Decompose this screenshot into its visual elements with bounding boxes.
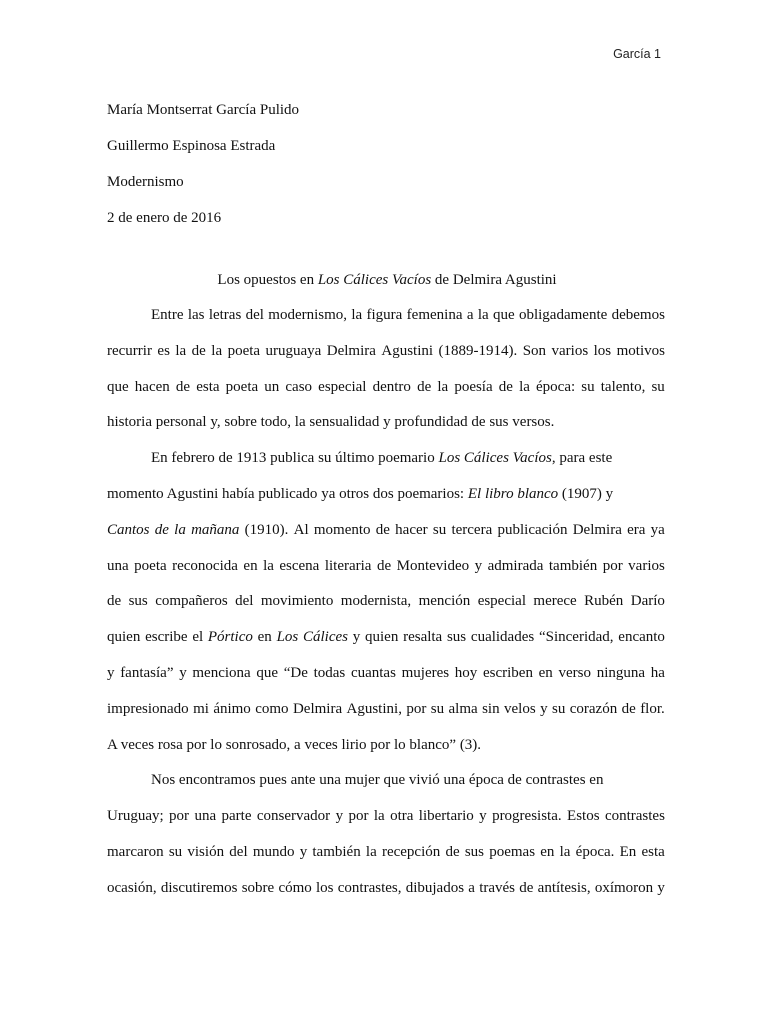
body-word: cuantas (350, 664, 396, 681)
body-word: del (235, 593, 254, 610)
body-word: de (471, 414, 486, 431)
body-word: la (174, 521, 186, 538)
body-word: en (243, 557, 258, 574)
body-word: época. (575, 843, 615, 860)
body-word: de (445, 843, 460, 860)
body-word: poesía (454, 378, 493, 395)
body-word: que (256, 664, 279, 681)
body-word: ánimo (213, 700, 251, 717)
body-word: de (375, 521, 390, 538)
body-word: contrastes, (337, 879, 402, 896)
body-word: varios (551, 342, 589, 359)
body-word: quien (107, 629, 141, 646)
body-word: la (294, 414, 306, 431)
body-line (107, 481, 665, 517)
body-word: y (479, 808, 487, 825)
body-word: otros (339, 485, 370, 502)
body-word: , (551, 450, 556, 467)
body-word: versos. (512, 414, 555, 431)
body-word: de (218, 450, 233, 467)
body-word: otra (390, 808, 414, 825)
body-word: alma (448, 700, 478, 717)
body-word: momento (107, 485, 164, 502)
body-word: de (519, 879, 534, 896)
body-word: su (581, 378, 595, 395)
body-line (107, 803, 665, 839)
body-word: “De (283, 664, 308, 681)
body-word: Cálices (463, 450, 509, 467)
body-word: de (507, 772, 522, 789)
body-word: de (621, 700, 636, 717)
body-word: caso (285, 378, 313, 395)
body-word: que (383, 772, 406, 789)
body-word: En (619, 843, 637, 860)
body-word: todas (313, 664, 346, 681)
body-word: a (468, 879, 475, 896)
body-word: ante (290, 772, 316, 789)
body-word: varios (628, 557, 665, 574)
body-line (107, 624, 665, 660)
body-word: flor. (640, 700, 665, 717)
body-word: libro (484, 485, 514, 502)
body-word: la (175, 342, 187, 359)
body-word: escribe (145, 629, 188, 646)
body-word: especial (318, 378, 367, 395)
body-word: una (107, 557, 129, 574)
body-word: Estos (567, 808, 600, 825)
body-word: oxímoron (594, 879, 654, 896)
body-word: una (194, 808, 217, 825)
body-line (107, 839, 665, 875)
body-word: de (417, 378, 432, 395)
body-word: es (157, 342, 170, 359)
body-word: sus (446, 629, 467, 646)
body-word: “Sinceridad, (538, 629, 614, 646)
body-word: sin (482, 700, 500, 717)
body-word: sus (464, 843, 485, 860)
body-word: ha (650, 664, 665, 681)
body-word: merece (533, 593, 577, 610)
body-word: la (519, 378, 530, 395)
body-word: libertario (418, 808, 474, 825)
body-word: historia (107, 414, 152, 431)
body-word: un (264, 378, 280, 395)
body-word: sobre (224, 414, 257, 431)
body-word: velos (504, 700, 536, 717)
body-word: visión (187, 843, 225, 860)
body-word: la (437, 378, 449, 395)
body-word: y (299, 843, 308, 860)
body-word: menciona (192, 664, 251, 681)
body-word: de (107, 593, 122, 610)
body-word: resalta (403, 629, 443, 646)
body-word: ya (650, 521, 665, 538)
body-word: último (335, 450, 375, 467)
body-word: ya (321, 485, 336, 502)
body-word: Los (438, 450, 461, 467)
body-word: Montevideo (396, 557, 470, 574)
body-word: el (192, 629, 204, 646)
body-word: literaria (324, 557, 372, 574)
body-line (107, 660, 665, 696)
body-word: y (352, 629, 361, 646)
title-text-start: Los opuestos en (217, 272, 318, 288)
body-word: Rubén (584, 593, 624, 610)
body-word: en (540, 843, 555, 860)
body-word: Son (522, 342, 547, 359)
body-word: compañeros (155, 593, 228, 610)
body-word: poeta (225, 378, 259, 395)
body-word: reconocida (172, 557, 238, 574)
body-word: su (430, 700, 445, 717)
essay-title (107, 266, 667, 294)
course-name: Modernismo (107, 174, 184, 190)
body-word: y (335, 808, 344, 825)
body-word: febrero (171, 450, 215, 467)
body-word: para (559, 450, 586, 467)
body-word: verso (558, 664, 591, 681)
body-word: hoy (454, 664, 478, 681)
body-word: Entre (151, 307, 184, 323)
body-word: que (107, 378, 129, 395)
body-word: y (383, 414, 391, 431)
body-word: hacer (395, 521, 428, 538)
body-word: mundo (252, 843, 295, 860)
body-word: sobre (241, 879, 275, 896)
body-word: antítesis, (537, 879, 591, 896)
body-word: parte (221, 808, 252, 825)
body-line (107, 767, 665, 803)
body-word: admirada (487, 557, 544, 574)
body-word: obligadamente (518, 307, 608, 323)
body-word: progresista. (492, 808, 562, 825)
professor-name: Guillermo Espinosa Estrada (107, 138, 276, 154)
body-word: había (222, 485, 255, 502)
body-word: sus (489, 414, 509, 431)
body-word: por (406, 700, 427, 717)
body-word: de (376, 557, 392, 574)
body-word: escriben (482, 664, 533, 681)
body-word: Nos (151, 772, 176, 789)
body-word: también (548, 557, 598, 574)
body-word: poemarios: (397, 485, 465, 502)
body-line (107, 517, 665, 553)
body-word: de (154, 521, 169, 538)
body-word: blanco (517, 485, 559, 502)
body-word: Agustini (166, 485, 219, 502)
body-word: de (498, 378, 513, 395)
body-word: la (263, 557, 274, 574)
body-line (107, 553, 665, 589)
body-word: ninguna (596, 664, 646, 681)
title-text-italic: Los Cálices Vacíos (317, 272, 432, 288)
body-word: movimiento (260, 593, 334, 610)
body-word: por (602, 557, 623, 574)
body-word: fantasía” (120, 664, 174, 681)
body-word: su (432, 521, 447, 538)
body-word: dibujados (405, 879, 465, 896)
body-line (107, 302, 665, 338)
body-word: una (319, 772, 341, 789)
body-word: era (627, 521, 646, 538)
body-word: poeta (134, 557, 167, 574)
body-word: esta (641, 843, 665, 860)
body-word: y (540, 700, 548, 717)
body-word: recurrir (107, 342, 152, 359)
author-name: María Montserrat García Pulido (107, 102, 300, 118)
body-word: su (168, 843, 183, 860)
body-word: que (492, 307, 515, 323)
body-word: escena (279, 557, 320, 574)
essay-body (107, 302, 665, 911)
body-word: en (257, 629, 272, 646)
body-word: cómo (278, 879, 312, 896)
body-word: discutiremos (160, 879, 238, 896)
body-word: (1907) (561, 485, 602, 502)
body-word: publicación (497, 521, 568, 538)
body-word: quien (365, 629, 399, 646)
body-word: Pórtico (207, 629, 253, 646)
body-word: mención (418, 593, 471, 610)
body-word: su (651, 378, 665, 395)
body-word: de (175, 378, 191, 395)
title-text-end: de Delmira Agustini (431, 272, 557, 288)
body-word: su (551, 700, 566, 717)
body-word: de (191, 342, 206, 359)
body-word: modernista, (340, 593, 412, 610)
body-line (107, 696, 665, 732)
body-word: corazón (569, 700, 618, 717)
body-line (107, 588, 665, 624)
body-word: del (229, 843, 248, 860)
body-word: esta (196, 378, 220, 395)
body-word: A veces rosa por lo sonrosado, a veces lirio por lo blanco” (3). (107, 736, 482, 753)
body-word: publicado (258, 485, 318, 502)
body-word: y (107, 664, 115, 681)
body-line (107, 875, 665, 911)
body-word: Agustini, (346, 700, 402, 717)
body-word: los (593, 342, 612, 359)
body-word: profundidad (394, 414, 468, 431)
body-word: poemas (489, 843, 536, 860)
body-word: época (468, 772, 504, 789)
body-word: sus (128, 593, 148, 610)
body-word: encontramos (178, 772, 256, 789)
body-word: publica (270, 450, 315, 467)
body-word: tercera (451, 521, 493, 538)
body-word: y (474, 557, 483, 574)
body-word: especial (477, 593, 526, 610)
body-word: vivió (408, 772, 440, 789)
body-word: Al (293, 521, 309, 538)
body-word: mujeres (401, 664, 450, 681)
body-line (107, 374, 665, 410)
body-word: todo, (260, 414, 292, 431)
body-word: dos (372, 485, 394, 502)
body-word: Delmira (572, 521, 622, 538)
body-word: las (187, 307, 205, 323)
body-word: contrastes (525, 772, 586, 789)
body-word: figura (366, 307, 403, 323)
body-word: Delmira (292, 700, 343, 717)
body-word: conservador (256, 808, 331, 825)
body-word: debemos (611, 307, 665, 323)
body-word: motivos (616, 342, 665, 359)
body-word: la (477, 307, 489, 323)
body-word: letras (208, 307, 242, 323)
body-word: este (588, 450, 613, 467)
body-word: una (443, 772, 466, 789)
body-word: pues (259, 772, 287, 789)
body-word: y, (210, 414, 221, 431)
body-word: dentro (372, 378, 411, 395)
body-word: por (348, 808, 369, 825)
mla-heading (107, 92, 667, 236)
body-word: encanto (618, 629, 665, 646)
body-word: y (657, 879, 665, 896)
body-word: (1889-1914). (438, 342, 518, 359)
body-word: poeta (227, 342, 261, 359)
body-word: mañana (191, 521, 240, 538)
body-word: los (316, 879, 334, 896)
body-word: la (365, 843, 377, 860)
running-header-page-number: García 1 (613, 47, 661, 61)
body-line (107, 445, 665, 481)
body-word: momento (313, 521, 371, 538)
body-word: personal (155, 414, 207, 431)
body-word: la (559, 843, 571, 860)
body-word: del (245, 307, 264, 323)
body-word: 1913 (236, 450, 267, 467)
body-word: mi (193, 700, 209, 717)
body-word: Cantos (107, 521, 150, 538)
body-word: contrastes (604, 808, 665, 825)
body-word: Cálices (303, 629, 348, 646)
body-word: El (467, 485, 482, 502)
body-word: y (605, 485, 614, 502)
body-word: por (169, 808, 190, 825)
body-word: época: (536, 378, 576, 395)
body-word: su (318, 450, 332, 467)
body-word: y (179, 664, 187, 681)
body-word: como (255, 700, 289, 717)
body-word: Darío (630, 593, 665, 610)
body-word: En (151, 450, 168, 467)
body-word: modernismo, (268, 307, 348, 323)
body-word: hacen (134, 378, 170, 395)
body-word: en (538, 664, 553, 681)
body-word: a (466, 307, 474, 323)
body-word: recepción (381, 843, 441, 860)
body-word: Los (276, 629, 299, 646)
body-word: cualidades (470, 629, 535, 646)
body-word: en (589, 772, 604, 789)
body-word: marcaron (107, 843, 164, 860)
body-line (107, 409, 665, 445)
body-word: Agustini (381, 342, 434, 359)
body-word: uruguaya (265, 342, 322, 359)
body-word: ocasión, (107, 879, 157, 896)
body-word: través (479, 879, 516, 896)
body-word: la (373, 808, 385, 825)
body-word: femenina (406, 307, 463, 323)
body-word: sensualidad (309, 414, 380, 431)
document-date: 2 de enero de 2016 (107, 210, 222, 226)
body-word: la (211, 342, 223, 359)
body-word: Uruguay; (107, 808, 164, 825)
body-word: (1910). (244, 521, 289, 538)
body-word: Vacíos (512, 450, 552, 467)
body-word: Delmira (326, 342, 376, 359)
body-word: talento, (600, 378, 646, 395)
body-word: la (351, 307, 363, 323)
body-word: mujer (344, 772, 380, 789)
body-line (107, 338, 665, 374)
body-word: poemario (378, 450, 435, 467)
body-line (107, 732, 665, 768)
body-word: también (312, 843, 361, 860)
body-word: impresionado (107, 700, 189, 717)
